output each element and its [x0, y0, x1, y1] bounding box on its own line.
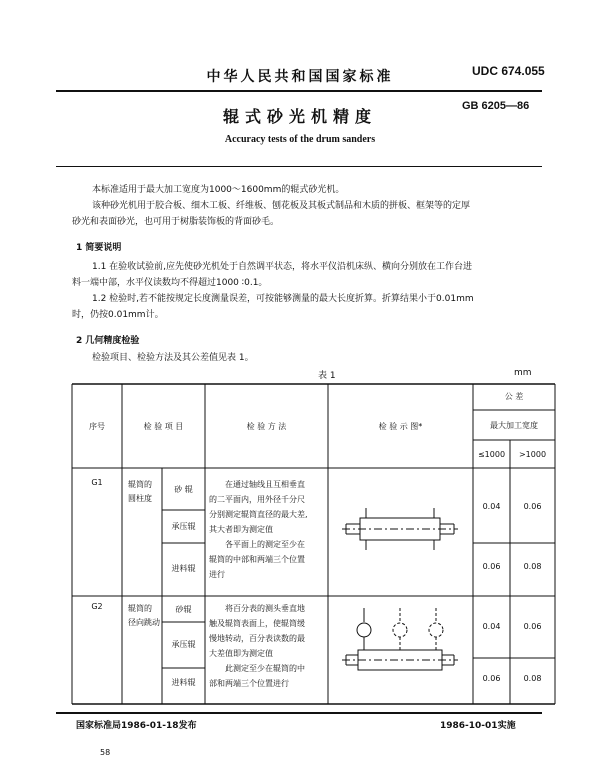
row-g2-tol-1-a: 0.04 [482, 622, 501, 631]
clause-1-2-line-2: 时，仍按0.01mm计。 [72, 310, 164, 320]
gb-number: GB 6205—86 [462, 100, 530, 112]
row-g2-method-4: 大差值即为测定值 [209, 649, 273, 658]
row-g2-method-1: 将百分表的测头垂直地 [225, 604, 305, 613]
row-g2-sub-pressure-roller: 承压辊 [171, 640, 196, 649]
row-g2-method-5: 此测定至少在辊筒的中 [225, 664, 305, 673]
row-g1-method-7: 进行 [209, 570, 225, 579]
effective-date: 1986-10-01实施 [440, 721, 516, 731]
row-g1-method-6: 辊筒的中部和两端三个位置 [209, 555, 305, 564]
table-caption: 表 1 [318, 371, 336, 381]
row-g1-tol-2-a: 0.06 [482, 562, 501, 571]
footer-rule [56, 712, 542, 714]
row-g2-method-2: 触及辊筒表面上，使辊筒缓 [209, 619, 305, 628]
row-g1-method-1: 在通过轴线且互相垂直 [225, 480, 305, 489]
row-g1-method-2: 的二平面内，用外径千分尺 [209, 495, 305, 504]
row-g1-tol-1-a: 0.04 [482, 502, 501, 511]
row-g2-tol-2-b: 0.08 [523, 674, 542, 683]
row-g2-seq: G2 [91, 602, 103, 611]
title-chinese: 辊式砂光机精度 [222, 107, 377, 126]
row-g1-sub-feed-roller: 进料辊 [171, 564, 196, 573]
row-g1-sub-sanding-roller: 砂 辊 [174, 485, 193, 494]
row-g2-method-6: 部和两端三个位置进行 [209, 679, 289, 688]
row-g2-sub-sanding-roller: 砂辊 [175, 605, 192, 614]
section-2-heading: 2 几何精度检验 [76, 336, 140, 346]
header-method: 检 验 方 法 [246, 422, 287, 431]
intro-paragraph-2-line-2: 砂光和表面砂光，也可用于树脂装饰板的背面砂毛。 [72, 217, 280, 227]
table-unit: mm [514, 368, 532, 378]
row-g1-item-line-1: 辊筒的 [128, 480, 152, 489]
row-g1-method-4: 其大者即为测定值 [209, 525, 273, 534]
row-g1-tol-1-b: 0.06 [523, 502, 542, 511]
header-item: 检 验 项 目 [143, 422, 184, 431]
g1-diagram-roller-cylindricity [340, 500, 460, 560]
row-g1-method-3: 分别测定辊筒直径的最大差, [209, 510, 308, 519]
clause-1-1-line-2: 料一端中部，水平仪读数均不得超过1000 ∶0.1。 [72, 278, 268, 288]
row-g1-tol-2-b: 0.08 [523, 562, 542, 571]
row-g2-method-3: 慢地转动，百分表读数的最 [209, 634, 305, 643]
intro-paragraph-2-line-1: 该种砂光机用于胶合板、细木工板、纤维板、刨花板及其板式制品和木质的拼板、框架等的定厚 [92, 201, 471, 211]
standard-name: 中华人民共和国国家标准 [206, 69, 394, 85]
row-g2-sub-feed-roller: 进料辊 [171, 678, 196, 687]
intro-paragraph-1: 本标准适用于最大加工宽度为1000～1600mm的辊式砂光机。 [92, 185, 345, 195]
g2-diagram-roller-runout [340, 606, 460, 686]
section-2-intro: 检验项目、检验方法及其公差值见表 1。 [92, 353, 254, 363]
header-diagram: 检 验 示 图* [378, 422, 423, 431]
udc-code: UDC 674.055 [472, 64, 545, 78]
page-number: 58 [100, 748, 111, 757]
header-seq: 序号 [89, 422, 105, 431]
section-1-heading: 1 简要说明 [76, 243, 122, 253]
header-max-width: 最大加工宽度 [490, 421, 538, 430]
row-g1-item-line-2: 圆柱度 [128, 494, 152, 503]
row-g2-item-line-2: 径向跳动 [128, 618, 160, 627]
title-english: Accuracy tests of the drum sanders [224, 134, 376, 145]
row-g1-seq: G1 [91, 478, 103, 487]
row-g1-sub-pressure-roller: 承压辊 [171, 522, 196, 531]
header-tolerance: 公 差 [504, 392, 524, 401]
header-col-gt-1000: >1000 [518, 450, 547, 459]
clause-1-1-line-1: 1.1 在验收试验前,应先使砂光机处于自然调平状态，将水平仪沿机床纵、横向分别放在工作台进 [92, 262, 473, 272]
issue-date: 国家标准局1986-01-18发布 [76, 721, 197, 731]
row-g1-method-5: 各平面上的测定至少在 [225, 540, 305, 549]
row-g2-tol-2-a: 0.06 [482, 674, 501, 683]
row-g2-tol-1-b: 0.06 [523, 622, 542, 631]
clause-1-2-line-1: 1.2 检验时,若不能按规定长度测量误差，可按能够测量的最大长度折算。折算结果小于0.01mm [92, 294, 474, 304]
header-col-le-1000: ≤1000 [477, 450, 506, 459]
row-g2-item-line-1: 辊筒的 [128, 604, 152, 613]
